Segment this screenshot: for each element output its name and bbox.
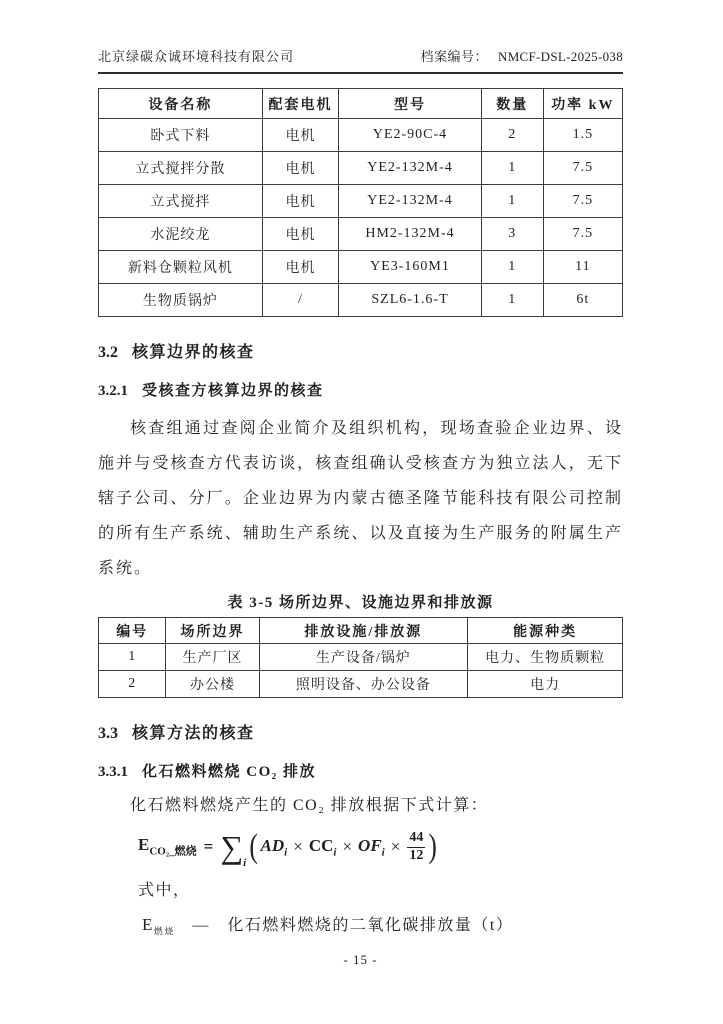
column-header: 编号 — [99, 618, 166, 644]
table-cell: 办公楼 — [166, 671, 259, 698]
table-row — [99, 185, 623, 218]
table-3-5-caption: 表 3-5 场所边界、设施边界和排放源 — [227, 595, 494, 611]
company-name: 北京绿碳众诚环境科技有限公司 — [98, 49, 295, 64]
table-row — [99, 152, 623, 185]
equipment-table — [98, 88, 623, 317]
boundary-paragraph: 核查组通过查阅企业简介及组织机构，现场查验企业边界、设施并与受核查方代表访谈，核查组确认受核查方为独立法人，无下辖子公司、分厂。企业边界为内蒙古德圣隆节能科技有限公司控制的所有生产系统、辅助生产系统、以及直接为生产服务的附属生产系统。 — [98, 420, 623, 577]
column-header: 数量 — [481, 89, 543, 119]
table-cell: YE3-160M1 — [339, 251, 482, 284]
table-cell: 1 — [481, 185, 543, 218]
section-number: 3.2.1 — [98, 383, 128, 399]
table-cell: 2 — [99, 671, 166, 698]
table-cell: 7.5 — [543, 218, 622, 251]
multiply-sign: × — [342, 837, 353, 856]
table-cell: 照明设备、办公设备 — [259, 671, 468, 698]
symbol-e-combustion: $E_{燃烧}$ — [142, 915, 175, 937]
table-cell: YE2-132M-4 — [339, 185, 482, 218]
table-cell: 新料仓颗粒风机 — [99, 251, 263, 284]
table-header-row — [99, 89, 623, 119]
formula-lhs: $E_{CO_2\_燃烧}$ — [138, 835, 197, 858]
section-title: 受核查方核算边界的核查 — [142, 383, 324, 399]
definition-text: 化石燃料燃烧的二氧化碳排放量（t） — [227, 917, 514, 934]
page-number: - 15 - — [343, 952, 378, 967]
formula-intro-text: 化石燃料燃烧产生的 CO₂ 排放根据下式计算： — [130, 797, 489, 814]
column-header: 排放设施/排放源 — [259, 618, 468, 644]
table-row — [99, 644, 623, 671]
table-cell: 1 — [481, 152, 543, 185]
table-cell: 卧式下料 — [99, 119, 263, 152]
section-number: 3.3 — [98, 725, 118, 742]
table-cell: 1 — [481, 284, 543, 317]
table-cell: 电力、生物质颗粒 — [468, 644, 623, 671]
definition-dash: — — [192, 917, 210, 934]
section-heading-3-3-1 — [98, 760, 623, 781]
table-cell: 电机 — [262, 185, 338, 218]
table-cell: 6t — [543, 284, 622, 317]
table-cell: YE2-132M-4 — [339, 152, 482, 185]
table-cell: 电机 — [262, 251, 338, 284]
table-cell: 立式搅拌分散 — [99, 152, 263, 185]
page-footer — [98, 952, 623, 1024]
table-cell: 电机 — [262, 119, 338, 152]
equals-sign: = — [203, 837, 214, 856]
symbol-definition — [142, 912, 623, 937]
term-oxidation-factor: $OF_i$ — [358, 835, 385, 859]
multiply-sign: × — [293, 837, 303, 856]
column-header: 设备名称 — [99, 89, 263, 119]
column-header: 型号 — [339, 89, 482, 119]
column-header: 功率 kW — [543, 89, 622, 119]
table-cell: 生产厂区 — [166, 644, 259, 671]
section-heading-3-2-1 — [98, 379, 623, 400]
section-title: 核算边界的核查 — [132, 344, 255, 361]
fraction-44-12: $\frac{44}{12}$ — [409, 830, 424, 863]
section-heading-3-3 — [98, 720, 623, 743]
table-cell: 1.5 — [543, 119, 622, 152]
section-number: 3.2 — [98, 344, 118, 361]
section-heading-3-2 — [98, 339, 623, 362]
table-header-row — [99, 618, 623, 644]
open-paren: ( — [249, 828, 259, 865]
table-cell: 2 — [481, 119, 543, 152]
column-header: 配套电机 — [262, 89, 338, 119]
table-cell: 11 — [543, 251, 622, 284]
term-activity-data: $AD_i$ — [260, 835, 288, 859]
archive-number: NMCF-DSL-2025-038 — [498, 49, 623, 64]
section-title: 化石燃料燃烧 CO₂ 排放 — [142, 764, 316, 780]
multiply-sign: × — [390, 837, 401, 856]
table-cell: 7.5 — [543, 152, 622, 185]
table-cell: 3 — [481, 218, 543, 251]
table-cell: 7.5 — [543, 185, 622, 218]
section-title: 核算方法的核查 — [132, 725, 255, 742]
table-row — [99, 119, 623, 152]
table-cell: 1 — [481, 251, 543, 284]
section-number: 3.3.1 — [98, 764, 128, 780]
table-cell: HM2-132M-4 — [339, 218, 482, 251]
archive-number-block — [420, 46, 623, 65]
table-cell: 电力 — [468, 671, 623, 698]
page-header — [98, 46, 623, 74]
co2-combustion-formula — [138, 821, 623, 873]
table-cell: 1 — [99, 644, 166, 671]
table-row — [99, 284, 623, 317]
term-carbon-content: $CC_i$ — [308, 835, 337, 859]
table-cell: 电机 — [262, 218, 338, 251]
boundary-table — [98, 617, 623, 698]
table-cell: SZL6-1.6-T — [339, 284, 482, 317]
table-cell: 立式搅拌 — [99, 185, 263, 218]
table-row — [99, 251, 623, 284]
table-cell: 生物质锅炉 — [99, 284, 263, 317]
archive-label: 档案编号： — [420, 49, 488, 64]
table-cell: 生产设备/锅炉 — [259, 644, 468, 671]
where-label: 式中， — [138, 882, 191, 899]
table-cell: / — [262, 284, 338, 317]
table-cell: YE2-90C-4 — [339, 119, 482, 152]
table-row — [99, 671, 623, 698]
table-row — [99, 218, 623, 251]
column-header: 能源种类 — [468, 618, 623, 644]
close-paren: ) — [428, 828, 438, 865]
table-cell: 水泥绞龙 — [99, 218, 263, 251]
table-cell: 电机 — [262, 152, 338, 185]
column-header: 场所边界 — [166, 618, 259, 644]
summation-symbol: ∑ $_i$ — [220, 829, 247, 869]
